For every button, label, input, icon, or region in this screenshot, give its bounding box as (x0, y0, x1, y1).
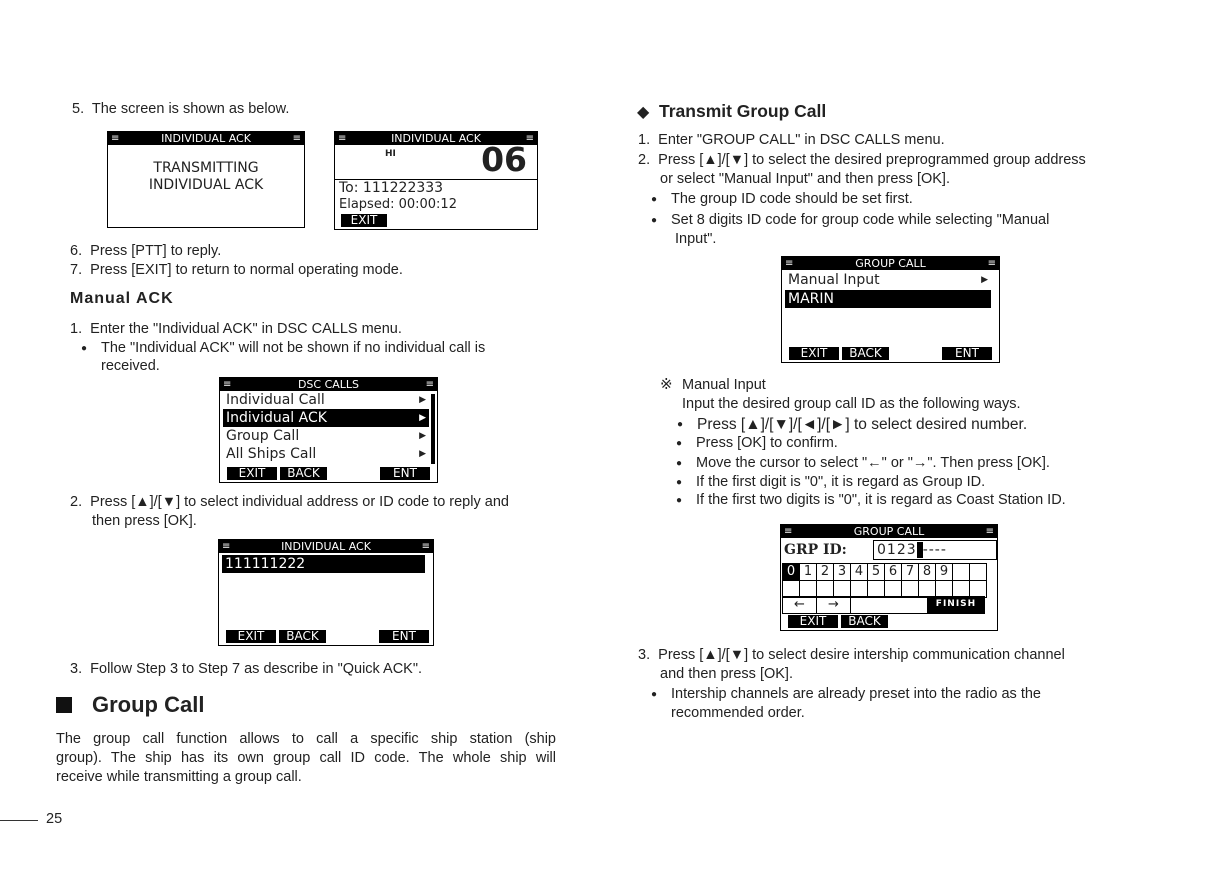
lcd-transmitting-screen: ≡ INDIVIDUAL ACK ≡ TRANSMITTING INDIVIDUAL ACK (107, 131, 305, 228)
menu-item-group-call[interactable]: Group Call ▶ (226, 428, 426, 444)
lcd-group-id-entry: ≡ GROUP CALL ≡ GRP ID: 0123----- 0 1 2 3 4 5 6 7 8 9 ← → FINISH EXIT BACK (780, 524, 998, 631)
digit-key[interactable]: 2 (816, 563, 834, 581)
tx-step3-cont: and then press [OK]. (660, 666, 793, 682)
exit-softkey[interactable]: EXIT (227, 467, 277, 480)
grp-id-input[interactable]: 0123----- (873, 540, 997, 560)
menu-item-individual-ack[interactable]: Individual ACK ▶ (223, 409, 429, 427)
manual-bullet1: ● The "Individual ACK" will not be shown if no individual call is (101, 339, 485, 358)
grp-id-label: GRP ID: (784, 542, 847, 558)
tx-bullet3-cont: recommended order. (671, 705, 805, 721)
digit-key[interactable]: 5 (867, 563, 885, 581)
lcd-title: INDIVIDUAL ACK (391, 132, 481, 145)
ent-softkey[interactable]: ENT (380, 467, 430, 480)
manual-step3: 3. Follow Step 3 to Step 7 as describe in "Quick ACK". (70, 661, 423, 677)
left-arrow-key[interactable]: ← (782, 596, 817, 614)
manual-step1: 1. Enter the "Individual ACK" in DSC CALLS menu. (70, 321, 402, 337)
menu-item-manual-input[interactable]: Manual Input ▶ (788, 272, 988, 288)
diamond-icon: ◆ (637, 104, 650, 121)
finish-key[interactable]: FINISH (927, 596, 985, 614)
hi-power-indicator: HI (385, 149, 396, 159)
step6: 6. Press [PTT] to reply. (70, 243, 222, 259)
note-title: Manual Input (682, 377, 766, 393)
lcd-title: GROUP CALL (853, 525, 925, 538)
note-mark: ※ (660, 376, 673, 393)
page-number: 25 (46, 811, 63, 827)
digit-key[interactable]: 3 (833, 563, 851, 581)
manual-step2-cont: then press [OK]. (92, 513, 197, 529)
lcd-title: INDIVIDUAL ACK (161, 132, 251, 145)
scrollbar[interactable] (431, 394, 435, 464)
digit-key[interactable]: 7 (901, 563, 919, 581)
digit-keypad (783, 564, 987, 598)
ent-softkey[interactable]: ENT (942, 347, 992, 360)
step7: 7. Press [EXIT] to return to normal operating mode. (70, 262, 403, 278)
note-bullet-5: ● If the first two digits is "0", it is regard as Coast Station ID. (696, 491, 1066, 510)
empty-key (850, 596, 928, 614)
tx-step3: 3. Press [▲]/[▼] to select desire intership communication channel (638, 647, 1065, 663)
tx-bullet1: ● The group ID code should be set first. (671, 190, 913, 209)
lcd-group-call-menu: ≡ GROUP CALL ≡ Manual Input ▶ MARIN EXIT BACK ENT (781, 256, 1000, 363)
right-arrow-key[interactable]: → (816, 596, 851, 614)
back-softkey[interactable]: BACK (280, 467, 327, 480)
cursor: - (916, 542, 923, 558)
group-call-heading: Group Call (92, 692, 205, 717)
tx-bullet2-cont: Input". (675, 231, 717, 247)
nav-keys (783, 597, 985, 614)
channel-number: 06 (481, 140, 527, 179)
exit-softkey[interactable]: EXIT (341, 214, 387, 227)
manual-ack-heading: Manual ACK (70, 290, 174, 307)
digit-key[interactable]: 9 (935, 563, 953, 581)
lcd-message: TRANSMITTING INDIVIDUAL ACK (148, 160, 264, 193)
tx-step1: 1. Enter "GROUP CALL" in DSC CALLS menu. (638, 132, 945, 148)
tx-step2: 2. Press [▲]/[▼] to select the desired preprogrammed group address (638, 152, 1086, 168)
ent-softkey[interactable]: ENT (379, 630, 429, 643)
digit-key[interactable]: 6 (884, 563, 902, 581)
to-address: To: 111222333 (339, 180, 444, 196)
transmit-group-call-heading: Transmit Group Call (659, 101, 827, 121)
exit-softkey[interactable]: EXIT (226, 630, 276, 643)
exit-softkey[interactable]: EXIT (788, 615, 838, 628)
lcd-title: INDIVIDUAL ACK (281, 540, 371, 553)
elapsed-time: Elapsed: 00:00:12 (339, 197, 457, 212)
empty-key (969, 563, 987, 581)
lcd-dsc-calls-menu: ≡ DSC CALLS ≡ Individual Call ▶ Individual ACK ▶ Group Call ▶ All Ships Call ▶ EXIT BACK ENT (219, 377, 438, 483)
back-softkey[interactable]: BACK (842, 347, 889, 360)
section-square-icon (56, 697, 72, 713)
ack-entry[interactable]: 111111222 (222, 555, 425, 573)
menu-item-individual-call[interactable]: Individual Call ▶ (226, 392, 426, 408)
exit-softkey[interactable]: EXIT (789, 347, 839, 360)
digit-key[interactable]: 8 (918, 563, 936, 581)
tx-bullet2: ● Set 8 digits ID code for group code while selecting "Manual (671, 211, 1049, 230)
digit-key[interactable]: 4 (850, 563, 868, 581)
lcd-individual-ack-list: ≡ INDIVIDUAL ACK ≡ 111111222 EXIT BACK ENT (218, 539, 434, 646)
back-softkey[interactable]: BACK (841, 615, 888, 628)
menu-item-marin[interactable]: MARIN (785, 290, 991, 308)
empty-key (952, 563, 970, 581)
manual-step2: 2. Press [▲]/[▼] to select individual address or ID code to reply and (70, 494, 509, 510)
note-bullet-3: ● Move the cursor to select "←" or "→". Then press [OK]. (696, 454, 1050, 473)
lcd-title: GROUP CALL (855, 257, 926, 270)
tx-bullet3: ● Intership channels are already preset into the radio as the (671, 685, 1041, 704)
menu-item-all-ships-call[interactable]: All Ships Call ▶ (226, 446, 426, 462)
step5: 5. The screen is shown as below. (72, 101, 290, 117)
footer-rule (0, 820, 38, 821)
lcd-title: DSC CALLS (297, 378, 360, 391)
note-bullet-4: ● If the first digit is "0", it is regard as Group ID. (696, 473, 985, 492)
lcd-call-screen: ≡ INDIVIDUAL ACK ≡ HI 06 To: 111222333 Elapsed: 00:00:12 EXIT (334, 131, 538, 230)
digit-key[interactable]: 0 (782, 563, 800, 581)
note-bullet-2: ● Press [OK] to confirm. (696, 434, 838, 453)
back-softkey[interactable]: BACK (279, 630, 326, 643)
group-call-paragraph: The group call function allows to call a specific ship station (ship group). The ship has its own group call ID code. The whole ship will receive while transmitting a group call. (56, 731, 556, 785)
manual-bullet1-cont: received. (101, 358, 160, 374)
note-intro: Input the desired group call ID as the following ways. (682, 396, 1021, 412)
digit-key[interactable]: 1 (799, 563, 817, 581)
tx-step2-cont: or select "Manual Input" and then press [OK]. (660, 171, 950, 187)
note-bullet-1: ● Press [▲]/[▼]/[◄]/[►] to select desired number. (697, 415, 1027, 434)
